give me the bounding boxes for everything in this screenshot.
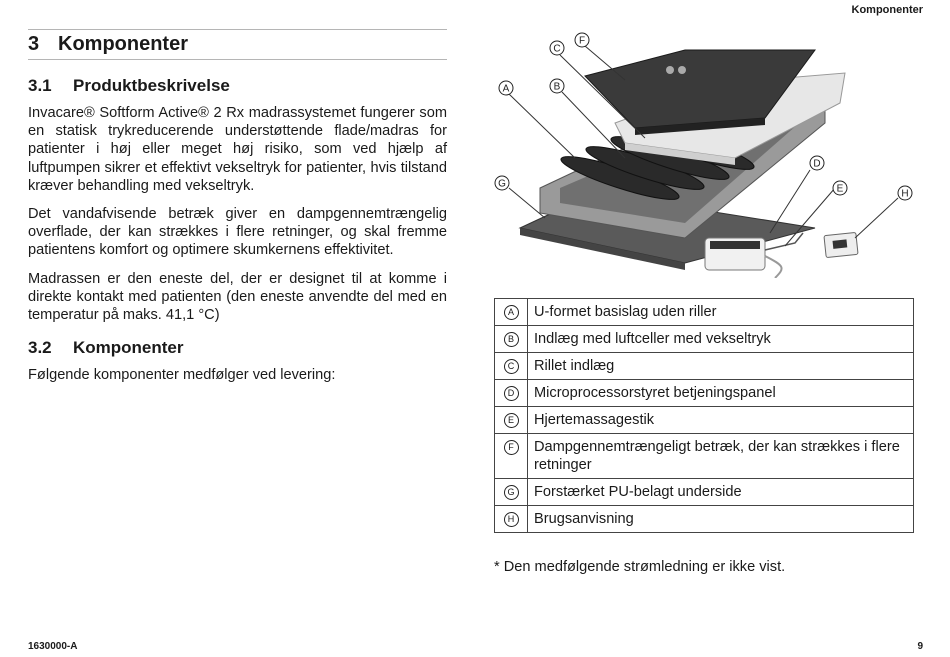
text-column xyxy=(28,29,447,394)
callout-f-label: F xyxy=(578,35,586,47)
callout-c-label: C xyxy=(553,43,561,55)
component-description: Hjertemassagestik xyxy=(528,407,914,434)
subsection-number: 3.1 xyxy=(28,76,52,95)
component-letter: F xyxy=(504,440,519,455)
paragraph: Madrassen er den eneste del, der er designet til at komme i direkte kontakt med patienten (den eneste anvendte del med en temperatur på maks. 41,1 °C) xyxy=(28,270,447,324)
subsection-number: 3.2 xyxy=(28,338,52,358)
component-description: Microprocessorstyret betjeningspanel xyxy=(528,380,914,407)
subsection-heading-2 xyxy=(28,338,447,358)
component-description: Rillet indlæg xyxy=(528,353,914,380)
document-number: 1630000-A xyxy=(28,641,78,652)
table-row xyxy=(495,326,914,353)
table-row xyxy=(495,353,914,380)
callout-b-label: B xyxy=(553,81,561,93)
component-letter: C xyxy=(504,359,519,374)
table-row xyxy=(495,506,914,533)
heading-rule xyxy=(28,59,447,60)
section-number: 3 xyxy=(28,33,40,55)
callout-e-label: E xyxy=(836,183,844,195)
component-letter: B xyxy=(504,332,519,347)
running-head: Komponenter xyxy=(851,4,923,16)
subsection-title: Produktbeskrivelse xyxy=(73,76,230,95)
table-row xyxy=(495,380,914,407)
table-row xyxy=(495,479,914,506)
table-row xyxy=(495,407,914,434)
component-letter: H xyxy=(504,512,519,527)
callout-d-label: D xyxy=(813,158,821,170)
callout-h-label: H xyxy=(901,188,909,200)
top-rule xyxy=(28,29,447,30)
footnote: * Den medfølgende strømledning er ikke vist. xyxy=(494,559,786,575)
component-description: Brugsanvisning xyxy=(528,506,914,533)
table-row xyxy=(495,434,914,479)
paragraph: Invacare® Softform Active® 2 Rx madrassystemet fungerer som en statisk trykreducerende understøttende flade/madras for patienter i høj eller meget høj risiko, som ved hjælp af luftpumpen sikrer et effektivt vekseltryk for patienter, hvis tilstand kræver behandling med vekseltryk. xyxy=(28,105,447,194)
callout-g-label: G xyxy=(498,178,506,190)
paragraph: Følgende komponenter medfølger ved levering: xyxy=(28,367,336,384)
section-title: Komponenter xyxy=(58,33,188,55)
component-letter: D xyxy=(504,386,519,401)
component-letter: A xyxy=(504,305,519,320)
subsection-heading-1 xyxy=(28,76,447,96)
component-description: Dampgennemtrængeligt betræk, der kan strækkes i flere retninger xyxy=(528,434,914,479)
component-description: Forstærket PU-belagt underside xyxy=(528,479,914,506)
paragraph: Det vandafvisende betræk giver en dampgennemtrængelig overflade, der kan strækkes i flere retninger, og skal fremme patientens komfort og optimere skumkernens effektivitet. xyxy=(28,206,447,259)
component-letter: E xyxy=(504,413,519,428)
callout-a-label: A xyxy=(502,83,510,95)
components-table xyxy=(494,298,914,533)
mattress-illustration xyxy=(485,28,925,278)
component-letter: G xyxy=(504,485,519,500)
subsection-title: Komponenter xyxy=(73,338,184,358)
table-row xyxy=(495,299,914,326)
section-heading xyxy=(28,33,447,56)
component-description: Indlæg med luftceller med vekseltryk xyxy=(528,326,914,353)
component-description: U-formet basislag uden riller xyxy=(528,299,914,326)
page-number: 9 xyxy=(917,641,923,652)
